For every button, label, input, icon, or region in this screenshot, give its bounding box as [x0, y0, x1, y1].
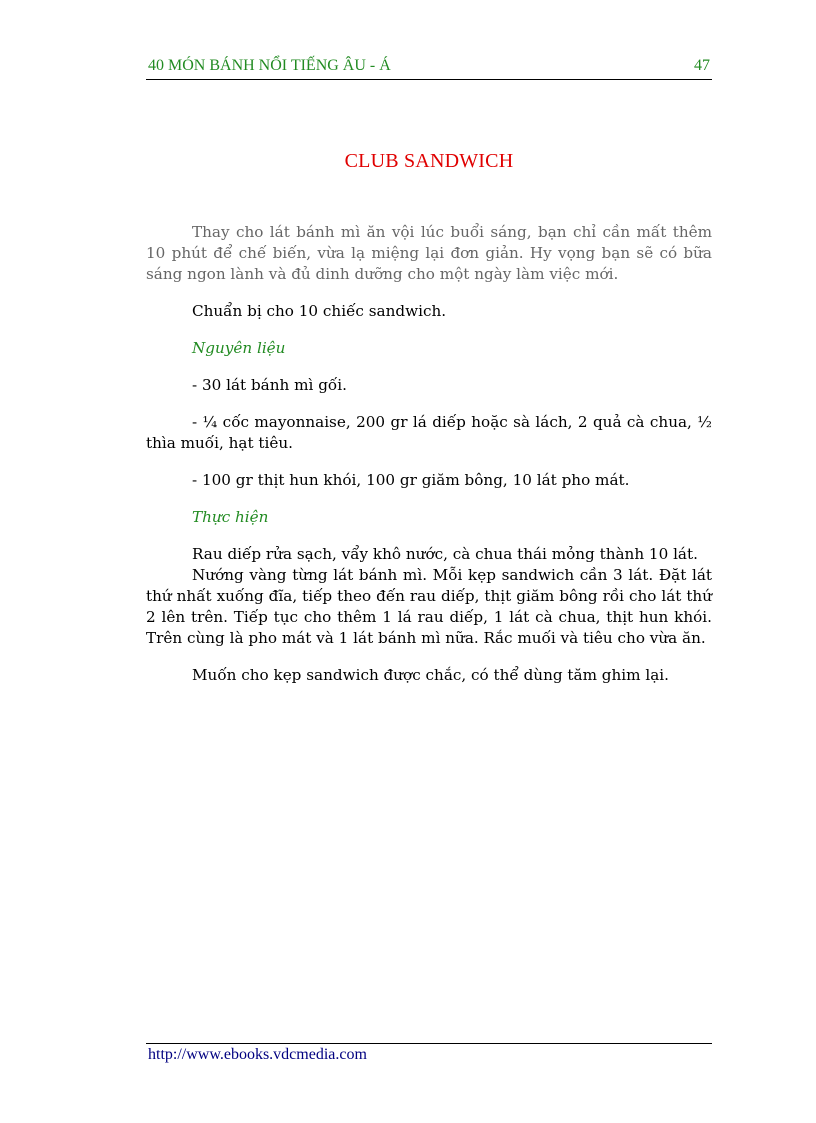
footer-link[interactable]: http://www.ebooks.vdcmedia.com — [148, 1046, 367, 1063]
recipe-body — [146, 222, 712, 686]
intro-paragraph: Thay cho lát bánh mì ăn vội lúc buổi sáng, bạn chỉ cần mất thêm 10 phút để chế biến, vừa lạ miệng lại đơn giản. Hy vọng bạn sẽ có bữa sáng ngon lành và đủ dinh dưỡng cho một ngày làm việc mới. — [146, 223, 712, 283]
book-title: 40 MÓN BÁNH NỔI TIẾNG ÂU - Á — [148, 57, 391, 74]
recipe-title: CLUB SANDWICH — [344, 150, 514, 172]
method-step: Nướng vàng từng lát bánh mì. Mỗi kẹp sandwich cần 3 lát. Đặt lát thứ nhất xuống đĩa, tiếp theo đến rau diếp, thịt giăm bông rồi cho lát thứ 2 lên trên. Tiếp tục cho thêm 1 lá rau diếp, 1 lát cà chua, thịt hun khói. Trên cùng là pho mát và 1 lát bánh mì nữa. Rắc muối và tiêu cho vừa ăn. — [146, 566, 712, 647]
method-heading: Thực hiện — [192, 508, 269, 526]
page-footer — [146, 1043, 712, 1063]
ingredient-item: - ¼ cốc mayonnaise, 200 gr lá diếp hoặc sà lách, 2 quả cà chua, ½ thìa muối, hạt tiêu. — [146, 413, 712, 452]
ingredient-item: - 100 gr thịt hun khói, 100 gr giăm bông, 10 lát pho mát. — [192, 471, 630, 489]
page-number: 47 — [694, 57, 710, 74]
closing-note: Muốn cho kẹp sandwich được chắc, có thể dùng tăm ghim lại. — [192, 666, 669, 684]
method-step: Rau diếp rửa sạch, vẩy khô nước, cà chua thái mỏng thành 10 lát. — [192, 545, 698, 563]
serving-note: Chuẩn bị cho 10 chiếc sandwich. — [192, 302, 447, 320]
ingredient-item: - 30 lát bánh mì gối. — [192, 376, 347, 394]
ingredients-heading: Nguyên liệu — [192, 339, 286, 357]
page-header — [146, 57, 712, 80]
